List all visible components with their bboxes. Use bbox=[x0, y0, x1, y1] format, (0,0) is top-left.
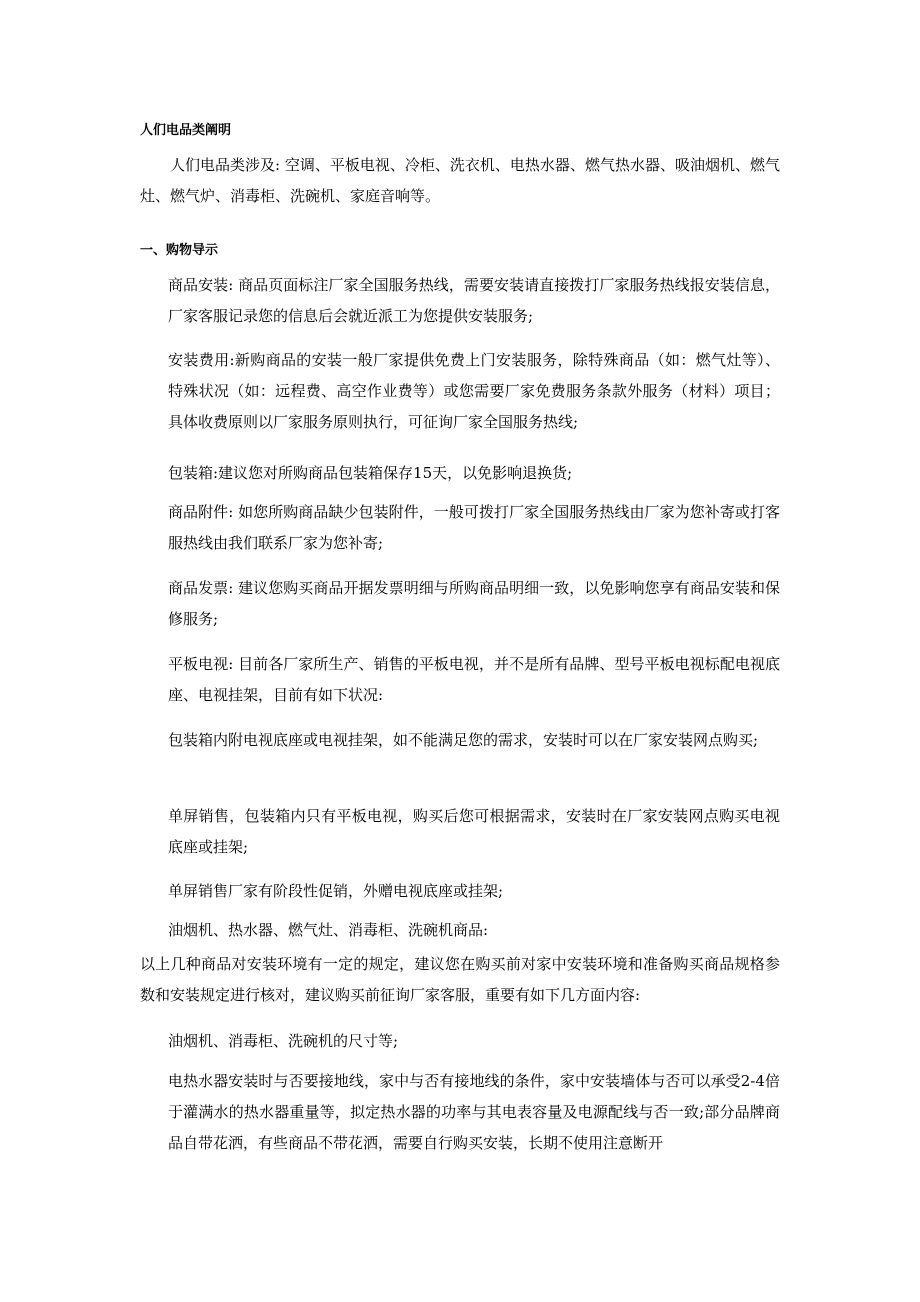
paragraph-promotion: 单屏销售厂家有阶段性促销，外赠电视底座或挂架; bbox=[168, 882, 504, 900]
paragraph-install-environment: 以上几种商品对安装环境有一定的规定，建议您在购买前对家中安装环境和准备购买商品规格参数和安装规定进行核对，建议购买前征询厂家客服，重要有如下几方面内容: bbox=[140, 955, 780, 1004]
paragraph-installation-fee: 安装费用:新购商品的安装一般厂家提供免费上门安装服务，除特殊商品（如：燃气灶等）、特殊状况（如：远程费、高空作业费等）或您需要厂家免费服务条款外服务（材料）项目；具体收费原则以厂家服务原则执行，可征询厂家全国服务热线; bbox=[168, 351, 780, 431]
paragraph-installation: 商品安装: 商品页面标注厂家全国服务热线，需要安装请直接拨打厂家服务热线报安装信息，厂家客服记录您的信息后会就近派工为您提供安装服务; bbox=[168, 276, 780, 325]
paragraph-single-screen: 单屏销售，包装箱内只有平板电视，购买后您可根据需求，安装时在厂家安装网点购买电视底座或挂架; bbox=[168, 807, 780, 856]
intro-paragraph: 人们电品类涉及: 空调、平板电视、冷柜、洗衣机、电热水器、燃气热水器、吸油烟机、燃气灶、燃气炉、消毒柜、洗碗机、家庭音响等。 bbox=[140, 156, 780, 205]
paragraph-dimensions: 油烟机、消毒柜、洗碗机的尺寸等; bbox=[168, 1032, 399, 1050]
paragraph-packaging: 包装箱:建议您对所购商品包装箱保存15天，以免影响退换货; bbox=[168, 464, 573, 482]
paragraph-water-heater: 电热水器安装时与否要接地线，家中与否有接地线的条件，家中安装墙体与否可以承受2-4倍于灌满水的热水器重量等，拟定热水器的功率与其电表容量及电源配线与否一致;部分品牌商品自带花洒，有些商品不带花洒，需要自行购买安装，长期不使用注意断开 bbox=[168, 1072, 780, 1152]
paragraph-tv-stand: 包装箱内附电视底座或电视挂架，如不能满足您的需求，安装时可以在厂家安装网点购买; bbox=[168, 731, 759, 749]
paragraph-appliance-list: 油烟机、热水器、燃气灶、消毒柜、洗碗机商品: bbox=[168, 921, 489, 939]
section-heading: 一、购物导示 bbox=[140, 243, 219, 258]
paragraph-invoice: 商品发票: 建议您购买商品开据发票明细与所购商品明细一致，以免影响您享有商品安装和保修服务; bbox=[168, 579, 780, 628]
paragraph-accessories: 商品附件: 如您所购商品缺少包装附件，一般可拨打厂家全国服务热线由厂家为您补寄或打客服热线由我们联系厂家为您补寄; bbox=[168, 503, 780, 552]
paragraph-flat-tv: 平板电视: 目前各厂家所生产、销售的平板电视，并不是所有品牌、型号平板电视标配电视底座、电视挂架，目前有如下状况: bbox=[168, 655, 780, 704]
document-title: 人们电品类阐明 bbox=[140, 123, 232, 138]
